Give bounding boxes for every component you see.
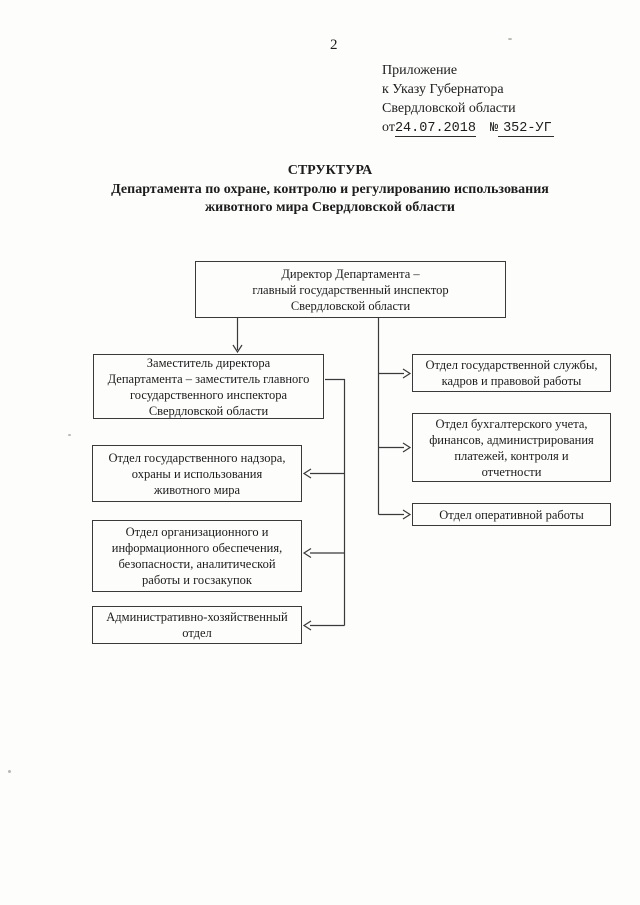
org-node-civil-service: Отдел государственной службы, кадров и правовой работы <box>412 354 611 392</box>
annex-line-2: к Указу Губернатора <box>382 82 504 97</box>
issued-number: 352-УГ <box>498 121 554 137</box>
issued-prefix: от <box>382 120 395 135</box>
title-line-1: СТРУКТУРА <box>287 163 373 178</box>
scan-speck <box>508 38 512 40</box>
edge-deputy-left-trunk <box>325 380 345 626</box>
number-sign: № <box>489 121 499 136</box>
scan-speck <box>68 434 71 436</box>
arrowhead-right-civil-service <box>403 369 410 378</box>
arrowhead-left-admin <box>304 621 311 630</box>
org-node-deputy: Заместитель директора Департамента – заместитель главного государственного инспектора Свердловской области <box>93 354 324 419</box>
annex-line-3: Свердловской области <box>382 101 516 116</box>
arrowhead-right-accounting <box>403 443 410 452</box>
title-line-2: Департамента по охране, контролю и регулированию использования <box>111 181 549 197</box>
issued-date: 24.07.2018 <box>394 121 476 136</box>
scan-speck <box>8 770 11 773</box>
org-node-supervision: Отдел государственного надзора, охраны и использования животного мира <box>92 445 302 502</box>
org-node-admin: Административно-хозяйственный отдел <box>92 606 302 644</box>
org-node-operative: Отдел оперативной работы <box>412 503 611 526</box>
org-node-accounting: Отдел бухгалтерского учета, финансов, администрирования платежей, контроля и отчетности <box>412 413 611 482</box>
org-node-director: Директор Департамента – главный государственный инспектор Свердловской области <box>195 261 506 318</box>
org-node-org-info: Отдел организационного и информационного обеспечения, безопасности, аналитической работы и госзакупок <box>92 520 302 592</box>
annex-line-1: Приложение <box>382 63 458 78</box>
page-number: 2 <box>330 37 338 53</box>
arrowhead-left-supervision <box>304 469 311 478</box>
arrowhead-left-org-info <box>304 549 311 558</box>
title-line-3: животного мира Свердловской области <box>205 200 455 215</box>
arrowhead-right-operative <box>403 510 410 519</box>
